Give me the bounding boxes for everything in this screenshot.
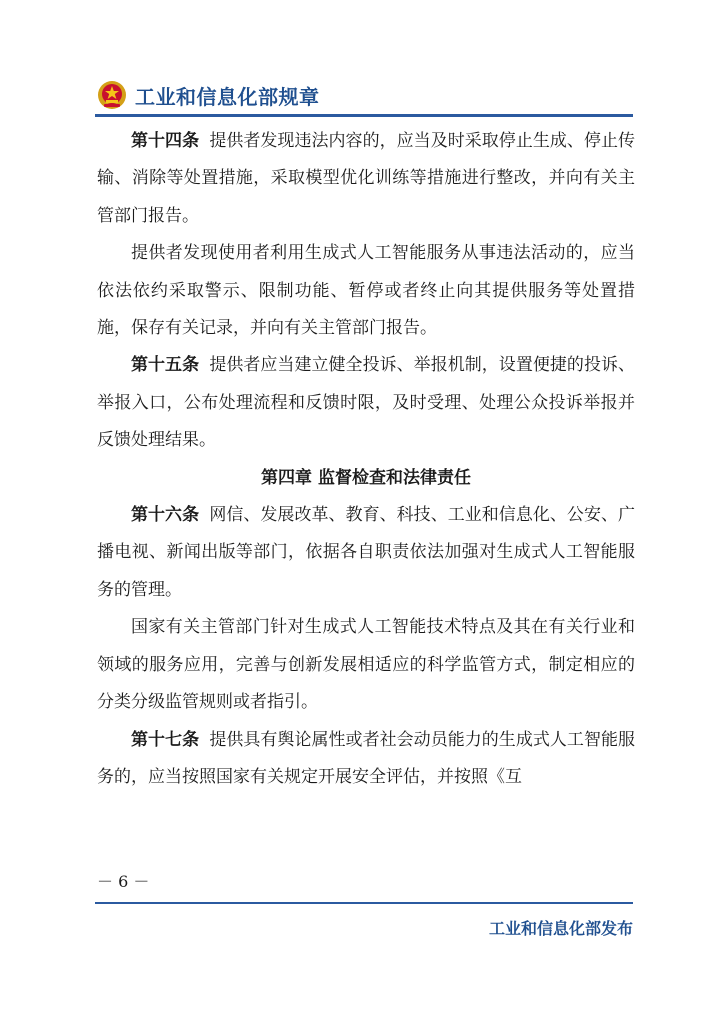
- header-divider: [95, 114, 633, 117]
- chapter-heading: 第四章 监督检查和法律责任: [261, 467, 471, 488]
- article-label: 第十四条: [131, 131, 200, 151]
- national-emblem-icon: [97, 80, 127, 110]
- article-label: 第十六条: [131, 505, 200, 526]
- header-title: 工业和信息化部规章: [135, 84, 320, 109]
- publisher-label: 工业和信息化部发布: [488, 919, 633, 938]
- page-number: － 6 －: [97, 872, 150, 891]
- article-text: 提供具有舆论属性或者社会动员能力的生成式人工智能服务的，应当按照国家有关规定开展安全评估，并按照《互: [97, 729, 636, 787]
- article-16-paragraph-2: 国家有关主管部门针对生成式人工智能技术特点及其在有关行业和领域的服务应用，完善与创新发展相适应的科学监管方式，制定相应的分类分级监管规则或者指引。: [97, 617, 635, 713]
- article-16: [97, 497, 635, 609]
- article-17: [97, 722, 635, 797]
- article-15: [97, 347, 635, 459]
- document-body: [97, 123, 635, 796]
- article-14: [97, 123, 635, 235]
- article-label: 第十七条: [131, 729, 200, 750]
- page-header: [97, 78, 320, 112]
- article-text: 提供者应当建立健全投诉、举报机制，设置便捷的投诉、举报入口，公布处理流程和反馈时限，及时受理、处理公众投诉举报并反馈处理结果。: [97, 355, 636, 451]
- article-text: 网信、发展改革、教育、科技、工业和信息化、公安、广播电视、新闻出版等部门，依据各自职责依法加强对生成式人工智能服务的管理。: [97, 505, 636, 600]
- article-label: 第十五条: [131, 355, 200, 376]
- article-text: 提供者发现违法内容的，应当及时采取停止生成、停止传输、消除等处置措施，采取模型优化训练等措施进行整改，并向有关主管部门报告。: [97, 131, 636, 226]
- footer-divider: [95, 902, 633, 904]
- article-14-paragraph-2: 提供者发现使用者利用生成式人工智能服务从事违法活动的，应当依法依约采取警示、限制功能、暂停或者终止向其提供服务等处置措施，保存有关记录，并向有关主管部门报告。: [97, 243, 635, 339]
